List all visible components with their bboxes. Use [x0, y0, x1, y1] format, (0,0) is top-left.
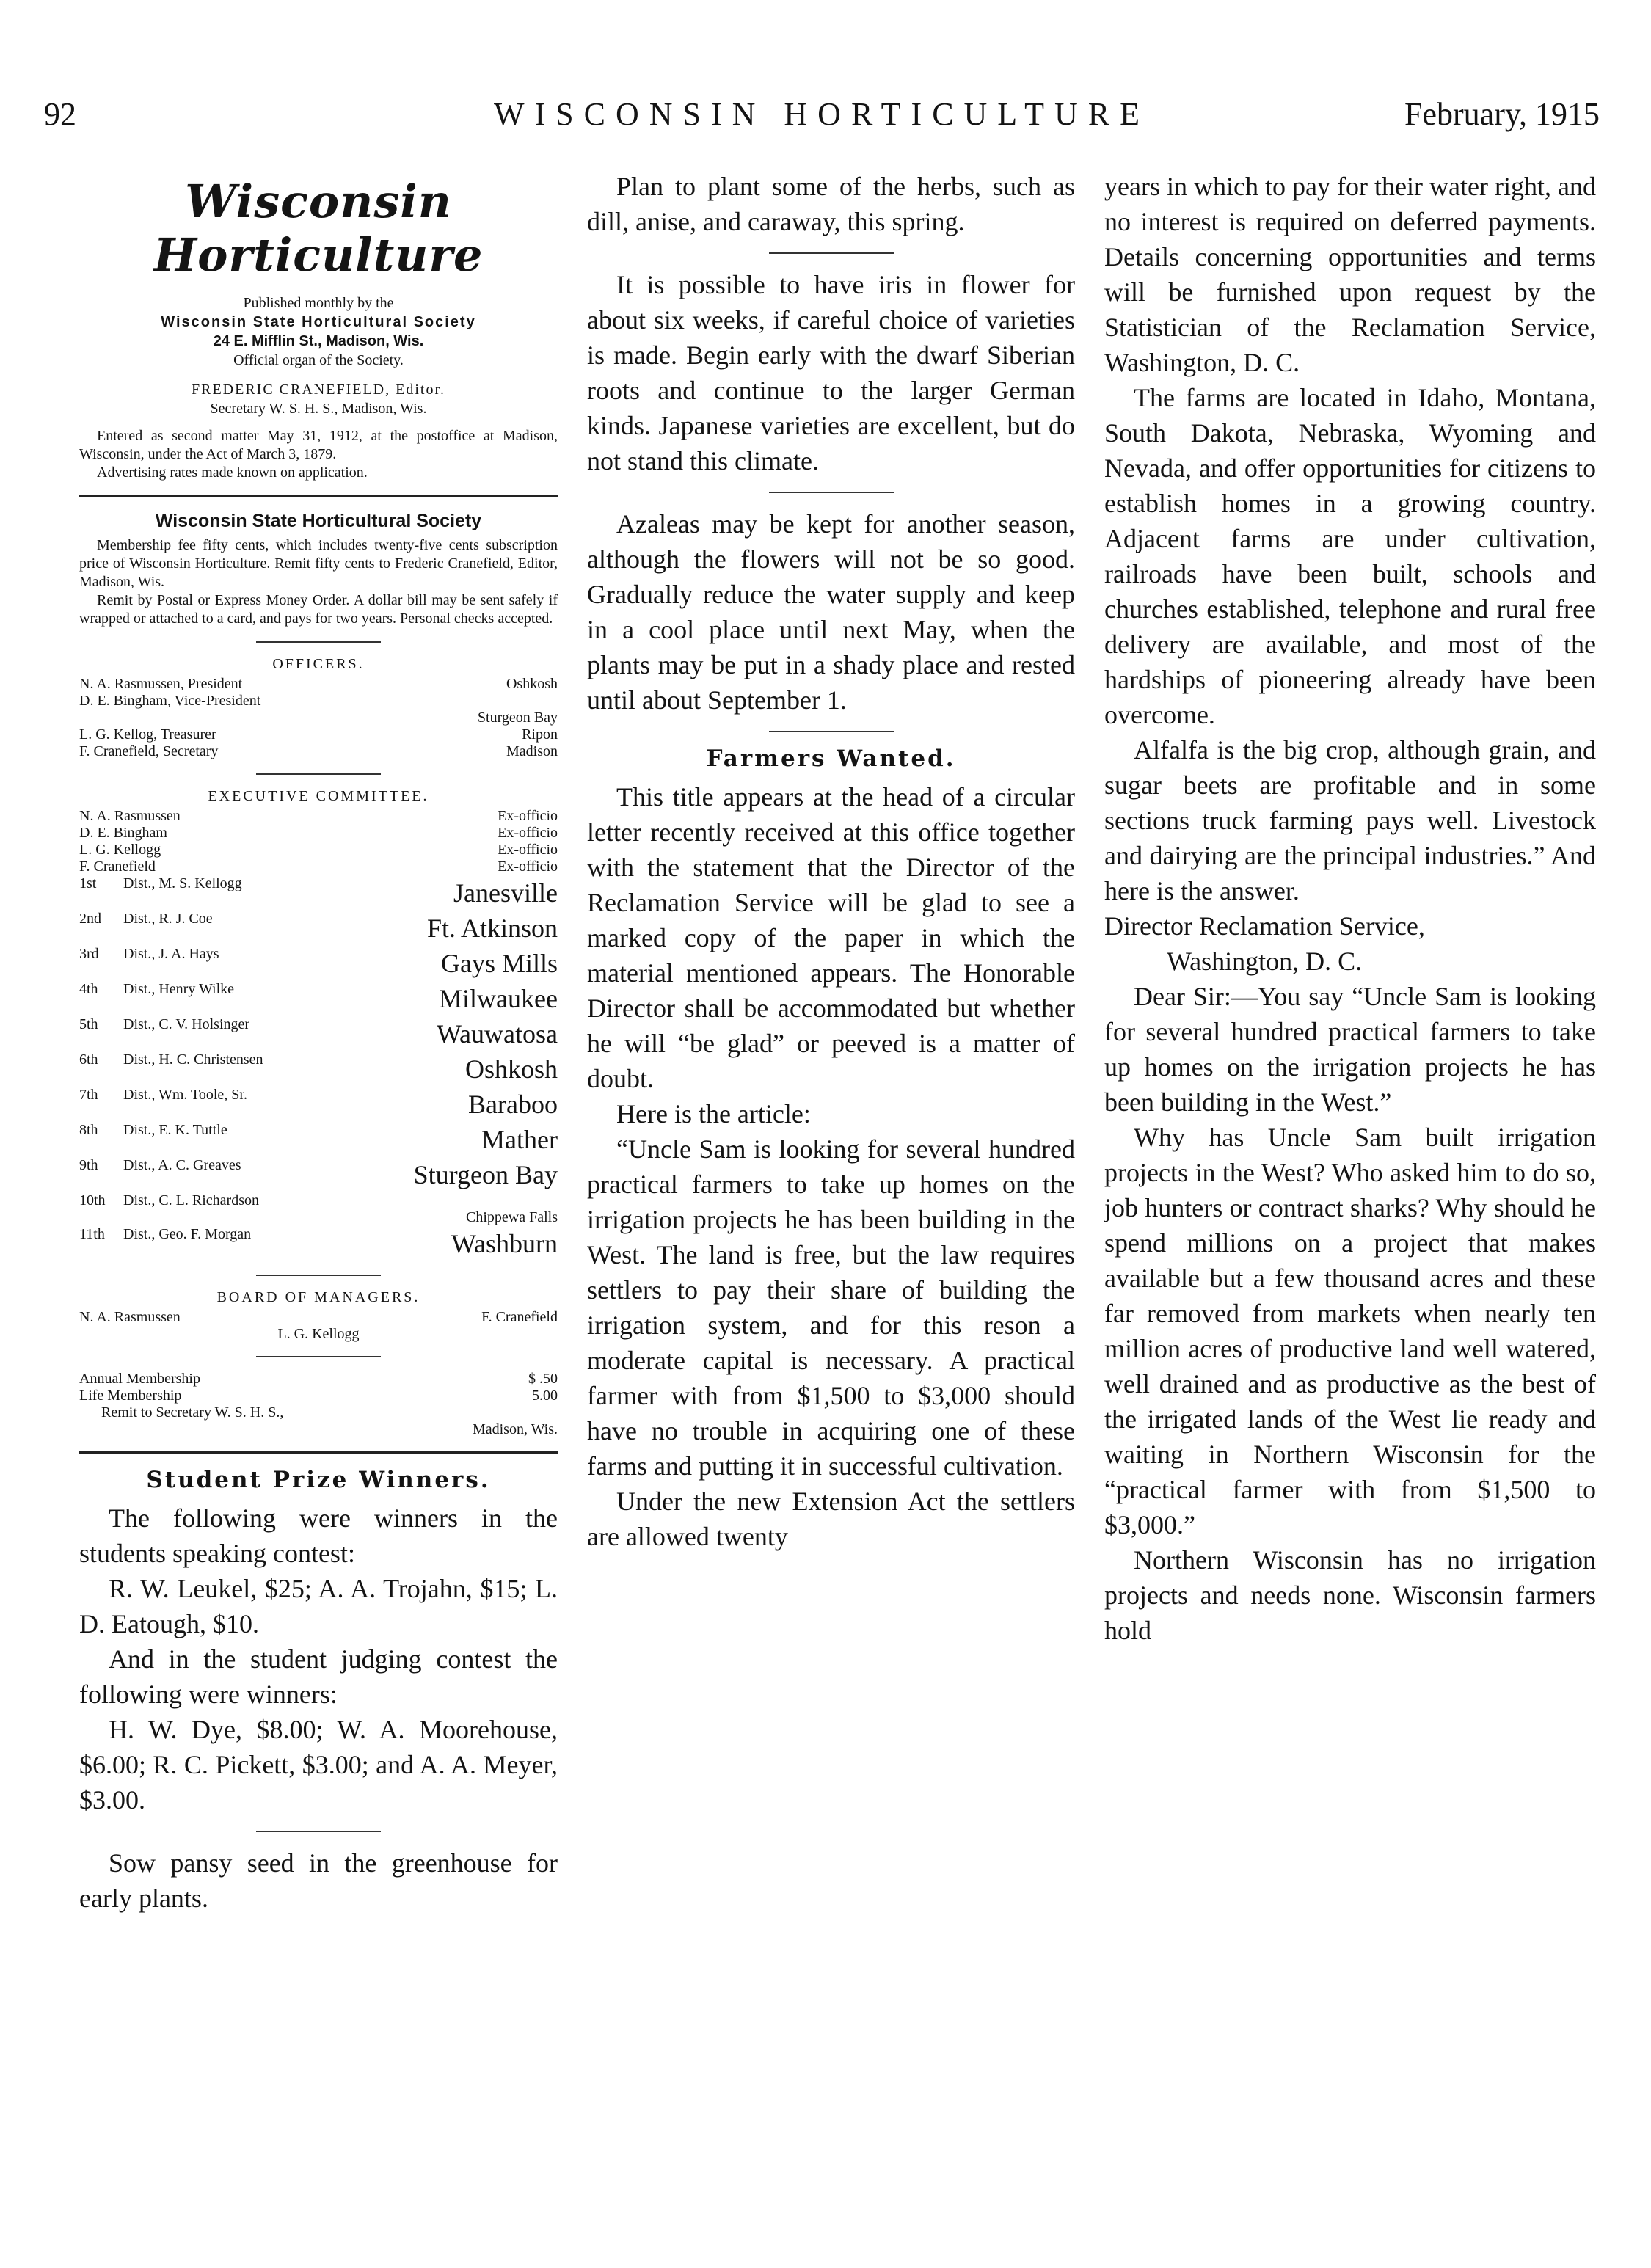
district-place: Chippewa Falls [466, 1209, 558, 1225]
fee-row: Life Membership 5.00 [79, 1388, 558, 1404]
editor-line: FREDERIC CRANEFIELD, Editor. [191, 382, 445, 398]
divider [769, 731, 894, 732]
society-line: Wisconsin State Horticultural Society [161, 314, 476, 330]
executive-heading: EXECUTIVE COMMITTEE. [208, 788, 429, 804]
issue-date: February, 1915 [1404, 96, 1600, 132]
board-row: N. A. Rasmussen F. Cranefield [79, 1309, 558, 1325]
paragraph: It is possible to have iris in flower for about six weeks, if careful choice of varieties is made. Begin early with the dwarf Siberian roots and continue to the larger German kinds. Japanese varieties are excellent, but do not stand this climate. [587, 270, 1075, 475]
officer-row: D. E. Bingham, Vice-President [79, 693, 261, 709]
divider [256, 641, 381, 643]
paragraph: The farms are located in Idaho, Montana, South Dakota, Nebraska, Wyoming and Nevada, and offer opportunities for citizens to establish homes in a growing country. Adjacent farms are under cultivation, railroads have been built, schools and churches established, telephone and rural free delivery are available, and most of the hardships of pioneering already have been overcome. [1104, 383, 1596, 729]
divider [256, 1275, 381, 1276]
advertising-notice: Advertising rates made known on application. [97, 464, 368, 481]
board-heading: BOARD OF MANAGERS. [216, 1289, 420, 1305]
remit-text: Remit by Postal or Express Money Order. A dollar bill may be sent safely if wrapped or attached to a card, and pays for two years. Personal checks accepted. [79, 592, 558, 627]
officer-row: F. Cranefield, Secretary Madison [79, 743, 558, 759]
district-row: 1st Dist., M. S. Kellogg Janesville [79, 875, 558, 908]
paragraph: Why has Uncle Sam built irrigation projects in the West? Who asked him to do so, job hunters or contract sharks? Why should he spend millions on a project that makes available but a few thousand acres and these far removed from markets when nearly ten million acres of productive land well watered, well drained and as productive as the best of the irrigated lands of the West lie ready and waiting in Northern Wisconsin for the “practical farmer with from $1,500 to $3,000.” [1104, 1123, 1596, 1539]
entered-notice: Entered as second matter May 31, 1912, at the postoffice at Madison, Wisconsin, under the Act of March 3, 1879. [79, 428, 558, 462]
paragraph: This title appears at the head of a circular letter recently received at this office together with the statement that the Director of the Reclamation Service will be glad to see a marked copy of the paper in which the material mentioned appears. The Honorable Director shall be accommodated but whether he will “be glad” or peeved is a matter of doubt. [587, 782, 1075, 1093]
society-heading: Wisconsin State Horticultural Society [155, 511, 482, 531]
district-row: 10th Dist., C. L. Richardson [79, 1192, 259, 1208]
page-header [44, 95, 1600, 139]
secretary-line: Secretary W. S. H. S., Madison, Wis. [210, 401, 427, 417]
district-row: 7th Dist., Wm. Toole, Sr. Baraboo [79, 1087, 558, 1119]
district-row: 9th Dist., A. C. Greaves Sturgeon Bay [79, 1157, 558, 1189]
district-row: 6th Dist., H. C. Christensen Oshkosh [79, 1051, 558, 1084]
running-title: WISCONSIN HORTICULTURE [493, 96, 1151, 132]
column-2 [587, 169, 1075, 2223]
paragraph: R. W. Leukel, $25; A. A. Trojahn, $15; L. D. Eatough, $10. [79, 1574, 558, 1638]
paragraph: “Uncle Sam is looking for several hundred practical farmers to take up homes on the irrigation projects he has been building in the West. The land is free, but the law requires settlers to pay their share of building the irrigation system, and for this reson a moderate capital is necessary. A practical farmer with from $1,500 to $3,000 should have no trouble in acquiring one of these farms and putting it in successful cultivation. [587, 1134, 1075, 1481]
fee-remit: Remit to Secretary W. S. H. S., [101, 1404, 284, 1421]
officer-row: N. A. Rasmussen, President Oshkosh [79, 676, 558, 692]
paragraph: H. W. Dye, $8.00; W. A. Moorehouse, $6.00; R. C. Pickett, $3.00; and A. A. Meyer, $3.00. [79, 1715, 558, 1815]
fee-remit-place: Madison, Wis. [472, 1421, 558, 1437]
district-row: 3rd Dist., J. A. Hays Gays Mills [79, 946, 558, 978]
paragraph: The following were winners in the students speaking contest: [79, 1503, 558, 1568]
divider [79, 495, 558, 497]
paragraph: Alfalfa is the big crop, although grain, and sugar beets are profitable and in some sections truck farming pays well. Livestock and dairying are the principal industries.” And here is the answer. [1104, 735, 1596, 905]
farmers-heading: Farmers Wanted. [706, 745, 956, 772]
officers-heading: OFFICERS. [272, 656, 365, 672]
district-row: 4th Dist., Henry Wilke Milwaukee [79, 981, 558, 1013]
divider [79, 1451, 558, 1454]
district-row: 11th Dist., Geo. F. Morgan Washburn [79, 1226, 558, 1258]
district-row: 5th Dist., C. V. Holsinger Wauwatosa [79, 1016, 558, 1049]
divider [256, 1356, 381, 1357]
divider [769, 492, 894, 493]
address-line: Washington, D. C. [1167, 947, 1363, 976]
column-3 [1104, 169, 1596, 2223]
masthead-title: Wisconsin Horticulture [153, 175, 484, 282]
executive-row: L. G. Kellogg Ex-officio [79, 842, 558, 858]
paragraph: Northern Wisconsin has no irrigation projects and needs none. Wisconsin farmers hold [1104, 1545, 1596, 1645]
district-row: 2nd Dist., R. J. Coe Ft. Atkinson [79, 911, 558, 943]
executive-row: F. Cranefield Ex-officio [79, 858, 558, 875]
divider [256, 773, 381, 775]
officer-place: Sturgeon Bay [477, 710, 558, 726]
paragraph: Here is the article: [616, 1099, 811, 1128]
paragraph: And in the student judging contest the following were winners: [79, 1644, 558, 1709]
executive-row: D. E. Bingham Ex-officio [79, 825, 558, 841]
membership-text: Membership fee fifty cents, which includes twenty-five cents subscription price of Wisconsin Horticulture. Remit fifty cents to Frederic Cranefield, Editor, Madison, Wis. [79, 537, 558, 590]
board-center: L. G. Kellogg [277, 1326, 360, 1342]
paragraph: Plan to plant some of the herbs, such as dill, anise, and caraway, this spring. [587, 172, 1075, 236]
column-1 [79, 169, 558, 2223]
official-organ: Official organ of the Society. [233, 352, 404, 368]
address-line: Director Reclamation Service, [1104, 911, 1425, 941]
society-address: 24 E. Mifflin St., Madison, Wis. [213, 333, 424, 349]
paragraph: years in which to pay for their water right, and no interest is required on deferred payments. Details concerning opportunities and terms will be furnished upon request by the Statistician of the Reclamation Service, Washington, D. C. [1104, 172, 1596, 377]
paragraph: Sow pansy seed in the greenhouse for early plants. [79, 1848, 558, 1913]
paragraph: Under the new Extension Act the settlers are allowed twenty [587, 1487, 1075, 1551]
published-line: Published monthly by the [243, 295, 394, 311]
page-number: 92 [44, 96, 76, 132]
paragraph: Azaleas may be kept for another season, although the flowers will not be so good. Gradually reduce the water supply and keep in a cool place until next May, when the plants may be put in a shady place and rested until about September 1. [587, 509, 1075, 715]
paragraph: Dear Sir:—You say “Uncle Sam is looking for several hundred practical farmers to take up homes on the irrigation projects he has been building in the West.” [1104, 982, 1596, 1117]
prize-heading: Student Prize Winners. [146, 1467, 491, 1493]
district-row: 8th Dist., E. K. Tuttle Mather [79, 1122, 558, 1154]
officer-row: L. G. Kellog, Treasurer Ripon [79, 726, 558, 743]
divider [769, 252, 894, 254]
fee-row: Annual Membership $ .50 [79, 1371, 558, 1387]
executive-row: N. A. Rasmussen Ex-officio [79, 808, 558, 824]
divider [256, 1831, 381, 1832]
